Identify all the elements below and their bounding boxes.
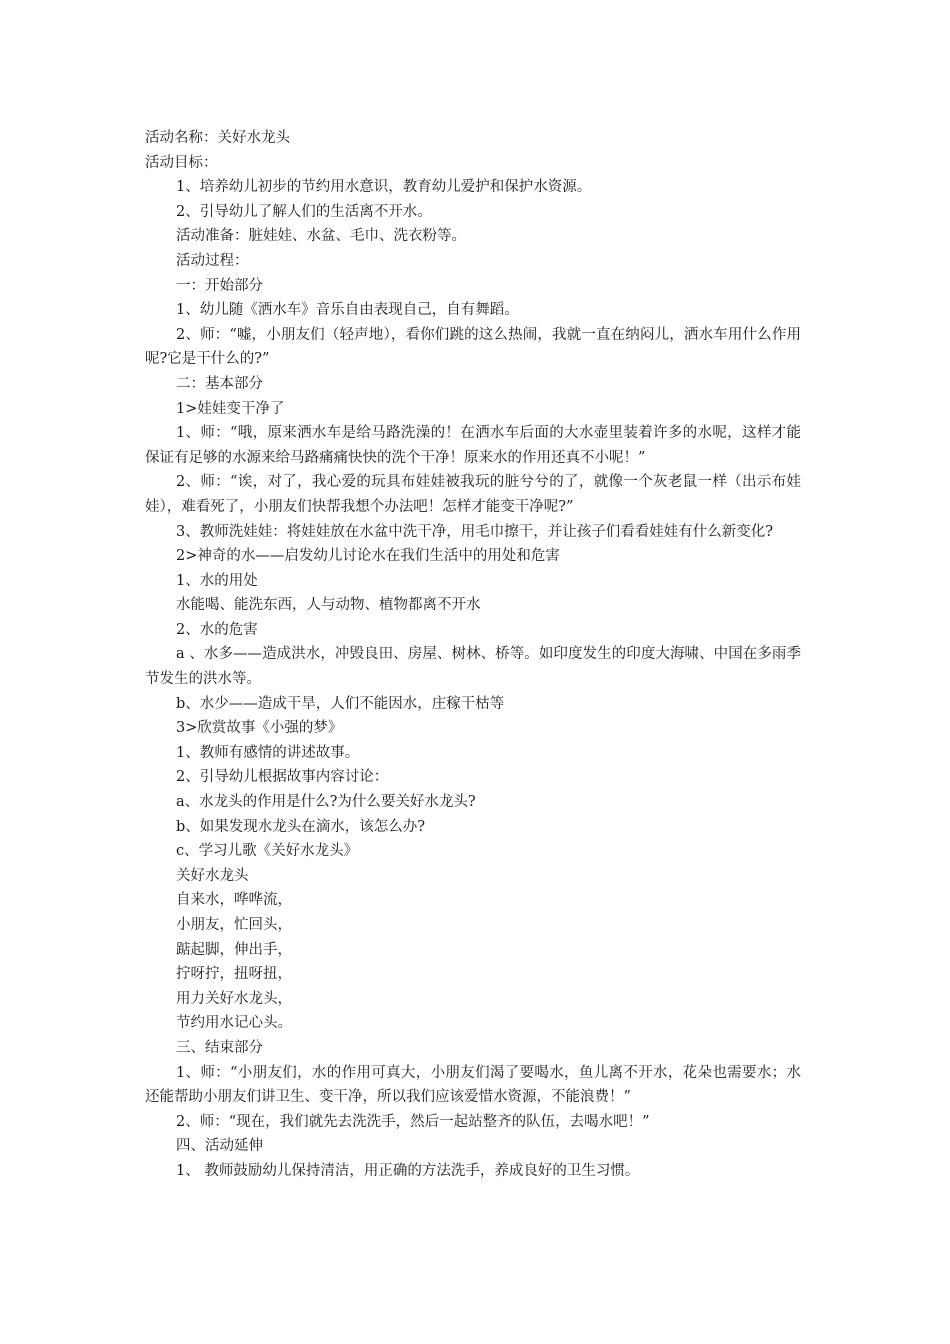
section3-item: 2、引导幼儿根据故事内容讨论：: [176, 769, 389, 786]
section3-heading: 3>欣赏故事《小强的梦》: [176, 720, 343, 737]
section1-item: 1、师：“哦，原来洒水车是给马路洗澡的！在洒水车后面的大水壶里装着许多的水呢，这样才能保证有足够的水源来给马路痛痛快快的洗个干净！原来水的作用还真不小呢！”: [145, 425, 801, 466]
activity-goals-heading: 活动目标：: [145, 154, 218, 171]
section3-item: b、如果发现水龙头在滴水，该怎么办?: [176, 818, 426, 835]
goal-item: 1、培养幼儿初步的节约用水意识，教育幼儿爱护和保护水资源。: [176, 179, 592, 196]
section3-item: a、水龙头的作用是什么?为什么要关好水龙头?: [176, 794, 476, 811]
section1-heading: 1>娃娃变干净了: [176, 400, 285, 417]
section3-item: 1、教师有感情的讲述故事。: [176, 744, 360, 761]
activity-name: 活动名称：关好水龙头: [145, 130, 290, 146]
water-use-text: 水能喝、能洗东西，人与动物、植物都离不开水: [176, 597, 481, 614]
poem-title: 关好水龙头: [176, 867, 249, 884]
activity-preparation: 活动准备：脏娃娃、水盆、毛巾、洗衣粉等。: [176, 228, 466, 245]
part4-heading: 四、活动延伸: [176, 1138, 263, 1155]
water-harm-heading: 2、水的危害: [176, 621, 258, 638]
section1-item: 2、师：“诶，对了，我心爱的玩具布娃娃被我玩的脏兮兮的了，就像一个灰老鼠一样（出示布娃娃），难看死了，小朋友们快帮我想个办法吧！怎样才能变干净呢?”: [145, 474, 801, 515]
part3-item: 2、师：“现在，我们就先去洗洗手，然后一起站整齐的队伍，去喝水吧！”: [176, 1113, 650, 1130]
poem-line: 用力关好水龙头，: [176, 990, 292, 1007]
section2-heading: 2>神奇的水——启发幼儿讨论水在我们生活中的用处和危害: [176, 548, 560, 565]
water-harm-item: b、水少——造成干旱，人们不能因水，庄稼干枯等: [176, 695, 505, 712]
poem-line: 拧呀拧，扭呀扭，: [176, 966, 292, 983]
part1-item: 2、师：“嘘，小朋友们（轻声地），看你们跳的这么热闹，我就一直在纳闷儿，洒水车用什么作用呢?它是干什么的?”: [145, 326, 801, 368]
part3-heading: 三、结束部分: [176, 1039, 263, 1056]
section3-item: c、学习儿歌《关好水龙头》: [176, 843, 359, 860]
document-body: [145, 126, 801, 1184]
part4-item: 1、 教师鼓励幼儿保持清洁，用正确的方法洗手，养成良好的卫生习惯。: [176, 1162, 640, 1179]
part3-item: 1、师：“小朋友们，水的作用可真大，小朋友们渴了要喝水，鱼儿离不开水，花朵也需要水；水还能帮助小朋友们讲卫生、变干净，所以我们应该爱惜水资源，不能浪费！”: [145, 1064, 801, 1106]
activity-process-heading: 活动过程：: [176, 252, 249, 269]
water-use-heading: 1、水的用处: [176, 572, 258, 589]
part2-heading: 二：基本部分: [176, 375, 263, 392]
section1-item: 3、教师洗娃娃：将娃娃放在水盆中洗干净，用毛巾擦干，并让孩子们看看娃娃有什么新变化?: [176, 523, 773, 540]
poem-line: 节约用水记心头。: [176, 1015, 292, 1032]
goal-item: 2、引导幼儿了解人们的生活离不开水。: [176, 203, 432, 220]
part1-item: 1、幼儿随《洒水车》音乐自由表现自己，自有舞蹈。: [176, 302, 519, 319]
poem-line: 踮起脚，伸出手，: [176, 941, 292, 958]
water-harm-item: a 、水多——造成洪水，冲毁良田、房屋、树林、桥等。如印度发生的印度大海啸、中国在多雨季节发生的洪水等。: [145, 646, 801, 688]
part1-heading: 一：开始部分: [176, 277, 263, 294]
poem-line: 小朋友，忙回头，: [176, 917, 292, 933]
poem-line: 自来水，哗哗流，: [176, 892, 292, 909]
